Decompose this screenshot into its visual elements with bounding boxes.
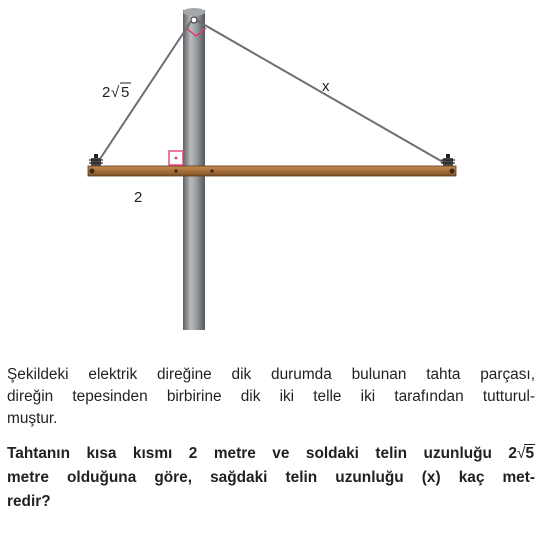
paragraph-line-3: muştur.	[7, 410, 58, 427]
question	[7, 442, 535, 514]
sqrt-expression	[517, 442, 535, 466]
right-insulator	[441, 154, 455, 166]
left-wire-label-radical: √	[111, 84, 120, 101]
problem-paragraph	[7, 364, 535, 430]
right-angle-dot	[175, 157, 178, 160]
plank-center-bolt-left	[174, 169, 177, 172]
plank-left-bolt	[90, 169, 95, 174]
question-line-3: redir?	[7, 493, 51, 510]
plank-center-bolt-right	[210, 169, 213, 172]
question-line-1-text: Tahtanın kısa kısmı 2 metre ve soldaki telin uzunluğu 2	[7, 445, 517, 462]
short-part-label: 2	[134, 189, 143, 206]
question-line-2: metre olduğuna göre, sağdaki telin uzunluğu (x) kaç met-	[7, 469, 535, 486]
problem-text	[7, 364, 535, 514]
pole-top-cap	[183, 8, 205, 16]
left-wire-label-radicand: 5	[121, 84, 130, 101]
sqrt-radicand: 5	[525, 445, 534, 462]
paragraph-line-1: Şekildeki elektrik direğine dik durumda bulunan tahta parçası,	[7, 366, 535, 383]
question-line-1	[7, 442, 535, 466]
right-wire-label: x	[322, 78, 330, 95]
left-wire-label-coef: 2	[102, 84, 111, 101]
wooden-plank	[88, 166, 456, 176]
plank-right-bolt	[450, 169, 455, 174]
pole-top-bolt	[191, 17, 197, 23]
paragraph-line-2: direğin tepesinden birbirine dik iki telle iki tarafından tutturul-	[7, 388, 535, 405]
sqrt-sign: √	[516, 445, 526, 462]
